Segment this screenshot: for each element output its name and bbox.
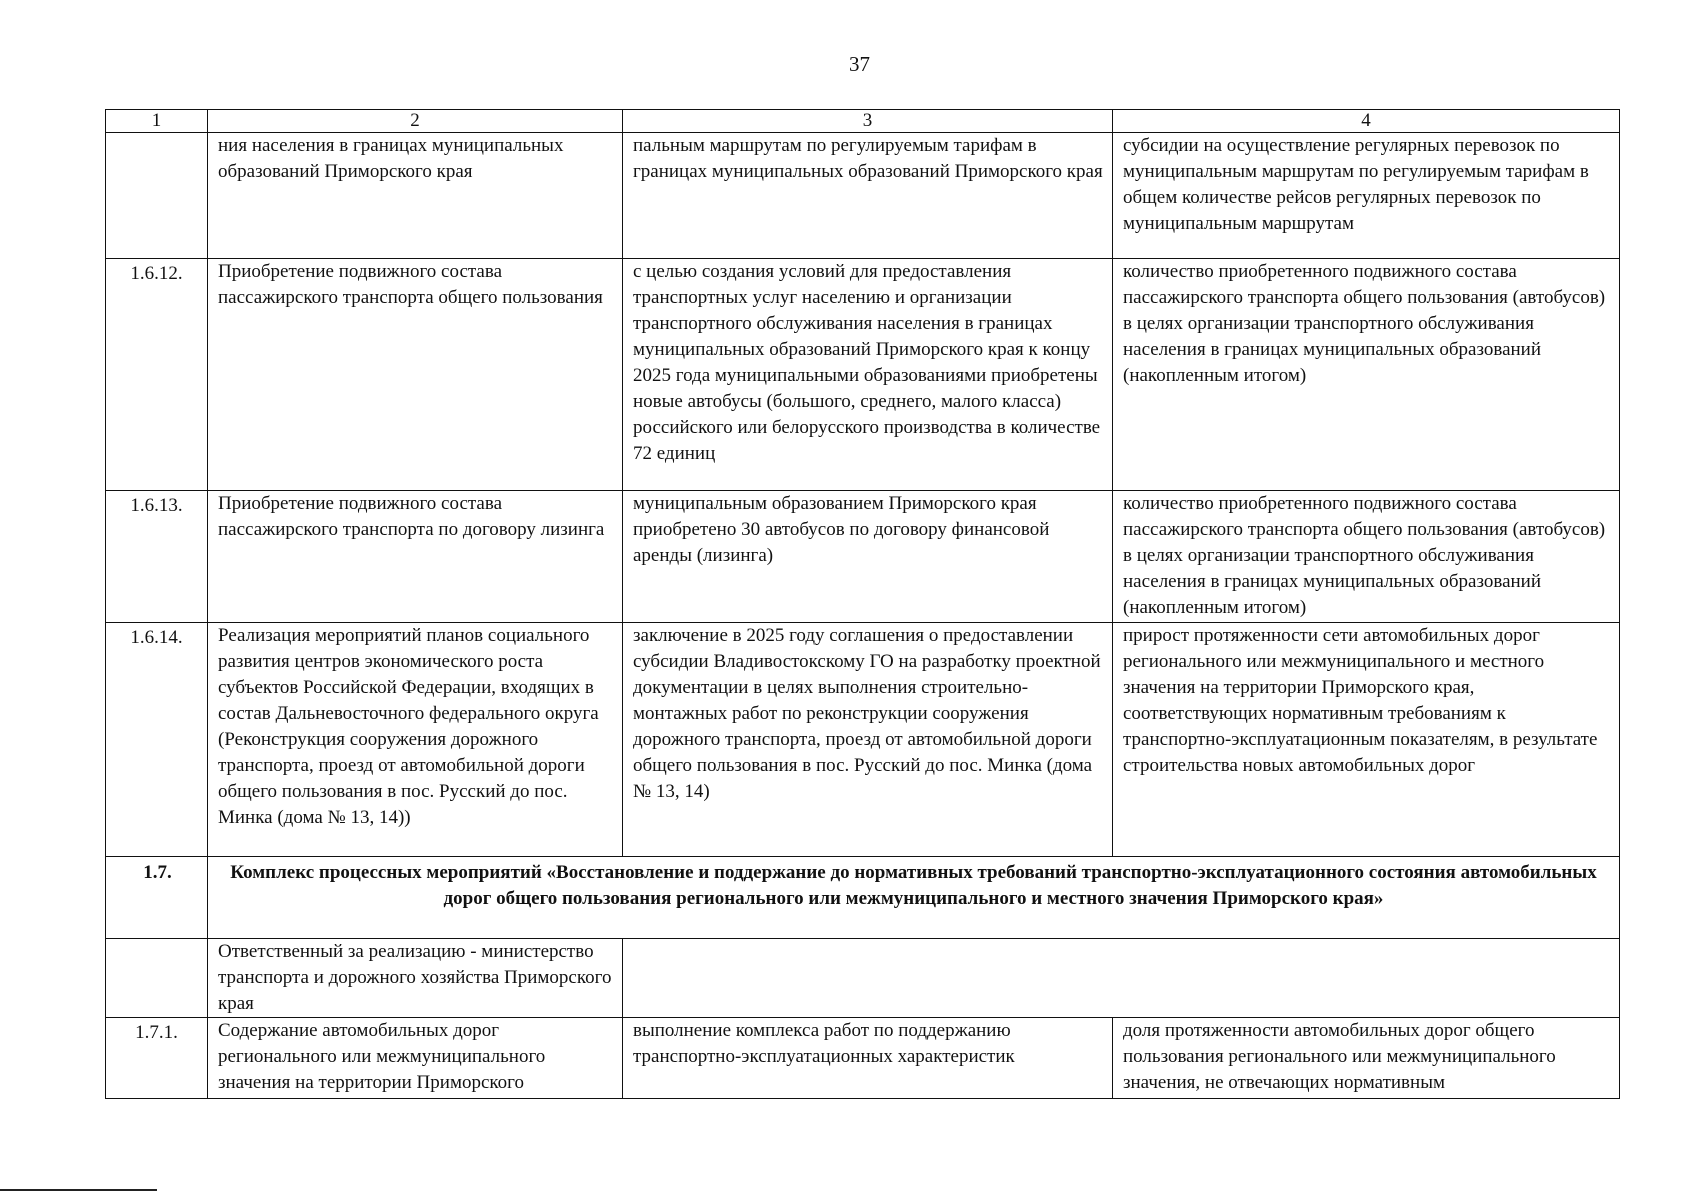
section-number: 1.7. [106,857,208,939]
row-number [106,1018,208,1099]
measure-task: муниципальным образованием Приморского края приобретено 30 автобусов по договору финансовой аренды (лизинга) [623,491,1113,623]
measure-indicator [1113,1018,1620,1099]
empty-cell [106,939,208,1018]
measure-indicator-text: доля протяженности автомобильных дорог общего пользования регионального или межмуниципального значения, не отвечающих нормативным [1123,1020,1556,1093]
measure-name: Приобретение подвижного состава пассажирского транспорта по договору лизинга [208,491,623,623]
header-cell-4: 4 [1113,110,1620,133]
table-row [106,623,1620,857]
empty-cell [623,939,1620,1018]
measure-indicator: субсидии на осуществление регулярных перевозок по муниципальным маршрутам по регулируемым тарифам в общем количестве рейсов регулярных перевозок по муниципальным маршрутам [1113,133,1620,259]
measure-task-text: выполнение комплекса работ по поддержанию транспортно-эксплуатационных характеристик [633,1020,1015,1067]
footnote-separator [0,1189,157,1191]
page-number: 37 [849,52,870,76]
measure-indicator: количество приобретенного подвижного состава пассажирского транспорта общего пользования (автобусов) в целях организации транспортного обслуживания населения в границах муниципальных образований (накопленным итогом) [1113,259,1620,491]
measure-task [623,1018,1113,1099]
section-row [106,857,1620,939]
measure-task: заключение в 2025 году соглашения о предоставлении субсидии Владивостокскому ГО на разработку проектной документации в целях выполнения строительно-монтажных работ по реконструкции сооружения дорожного транспорта, проезд от автомобильной дороги общего пользования в пос. Русский до пос. Минка (дома № 13, 14) [623,623,1113,857]
measure-indicator: прирост протяженности сети автомобильных дорог регионального или межмуниципального и местного значения на территории Приморского края, соответствующих нормативным требованиям к транспортно-эксплуатационным показателям, в результате строительства новых автомобильных дорог [1113,623,1620,857]
section-title: Комплекс процессных мероприятий «Восстановление и поддержание до нормативных требований транспортно-эксплуатационного состояния автомобильных дорог общего пользования регионального или межмуниципального и местного значения Приморского края» [208,857,1620,939]
row-number [106,133,208,259]
measure-name [208,1018,623,1099]
row-number: 1.6.12. [106,259,208,491]
table-row [106,259,1620,491]
measure-name: ния населения в границах муниципальных образований Приморского края [208,133,623,259]
row-number-text: 1.7.1. [135,1022,178,1043]
header-cell-1: 1 [106,110,208,133]
responsible-row [106,939,1620,1018]
header-cell-3: 3 [623,110,1113,133]
measure-name: Приобретение подвижного состава пассажирского транспорта общего пользования [208,259,623,491]
measure-name-text: Содержание автомобильных дорог регионального или межмуниципального значения на территории Приморского [218,1020,546,1093]
row-number: 1.6.14. [106,623,208,857]
table-row [106,133,1620,259]
table-row [106,491,1620,623]
program-table [105,109,1620,1099]
row-number: 1.6.13. [106,491,208,623]
table-header-row [106,110,1620,133]
responsible-text: Ответственный за реализацию - министерство транспорта и дорожного хозяйства Приморского края [208,939,623,1018]
measure-task: с целью создания условий для предоставления транспортных услуг населению и организации транспортного обслуживания населения в границах муниципальных образований Приморского края к концу 2025 года муниципальными образованиями приобретены новые автобусы (большого, среднего, малого класса) российского или белорусского производства в количестве 72 единиц [623,259,1113,491]
measure-indicator: количество приобретенного подвижного состава пассажирского транспорта общего пользования (автобусов) в целях организации транспортного обслуживания населения в границах муниципальных образований (накопленным итогом) [1113,491,1620,623]
table-row [106,1018,1620,1099]
measure-task: пальным маршрутам по регулируемым тарифам в границах муниципальных образований Приморского края [623,133,1113,259]
measure-name: Реализация мероприятий планов социального развития центров экономического роста субъектов Российской Федерации, входящих в состав Дальневосточного федерального округа (Реконструкция сооружения дорожного транспорта, проезд от автомобильной дороги общего пользования в пос. Русский до пос. Минка (дома № 13, 14)) [208,623,623,857]
header-cell-2: 2 [208,110,623,133]
